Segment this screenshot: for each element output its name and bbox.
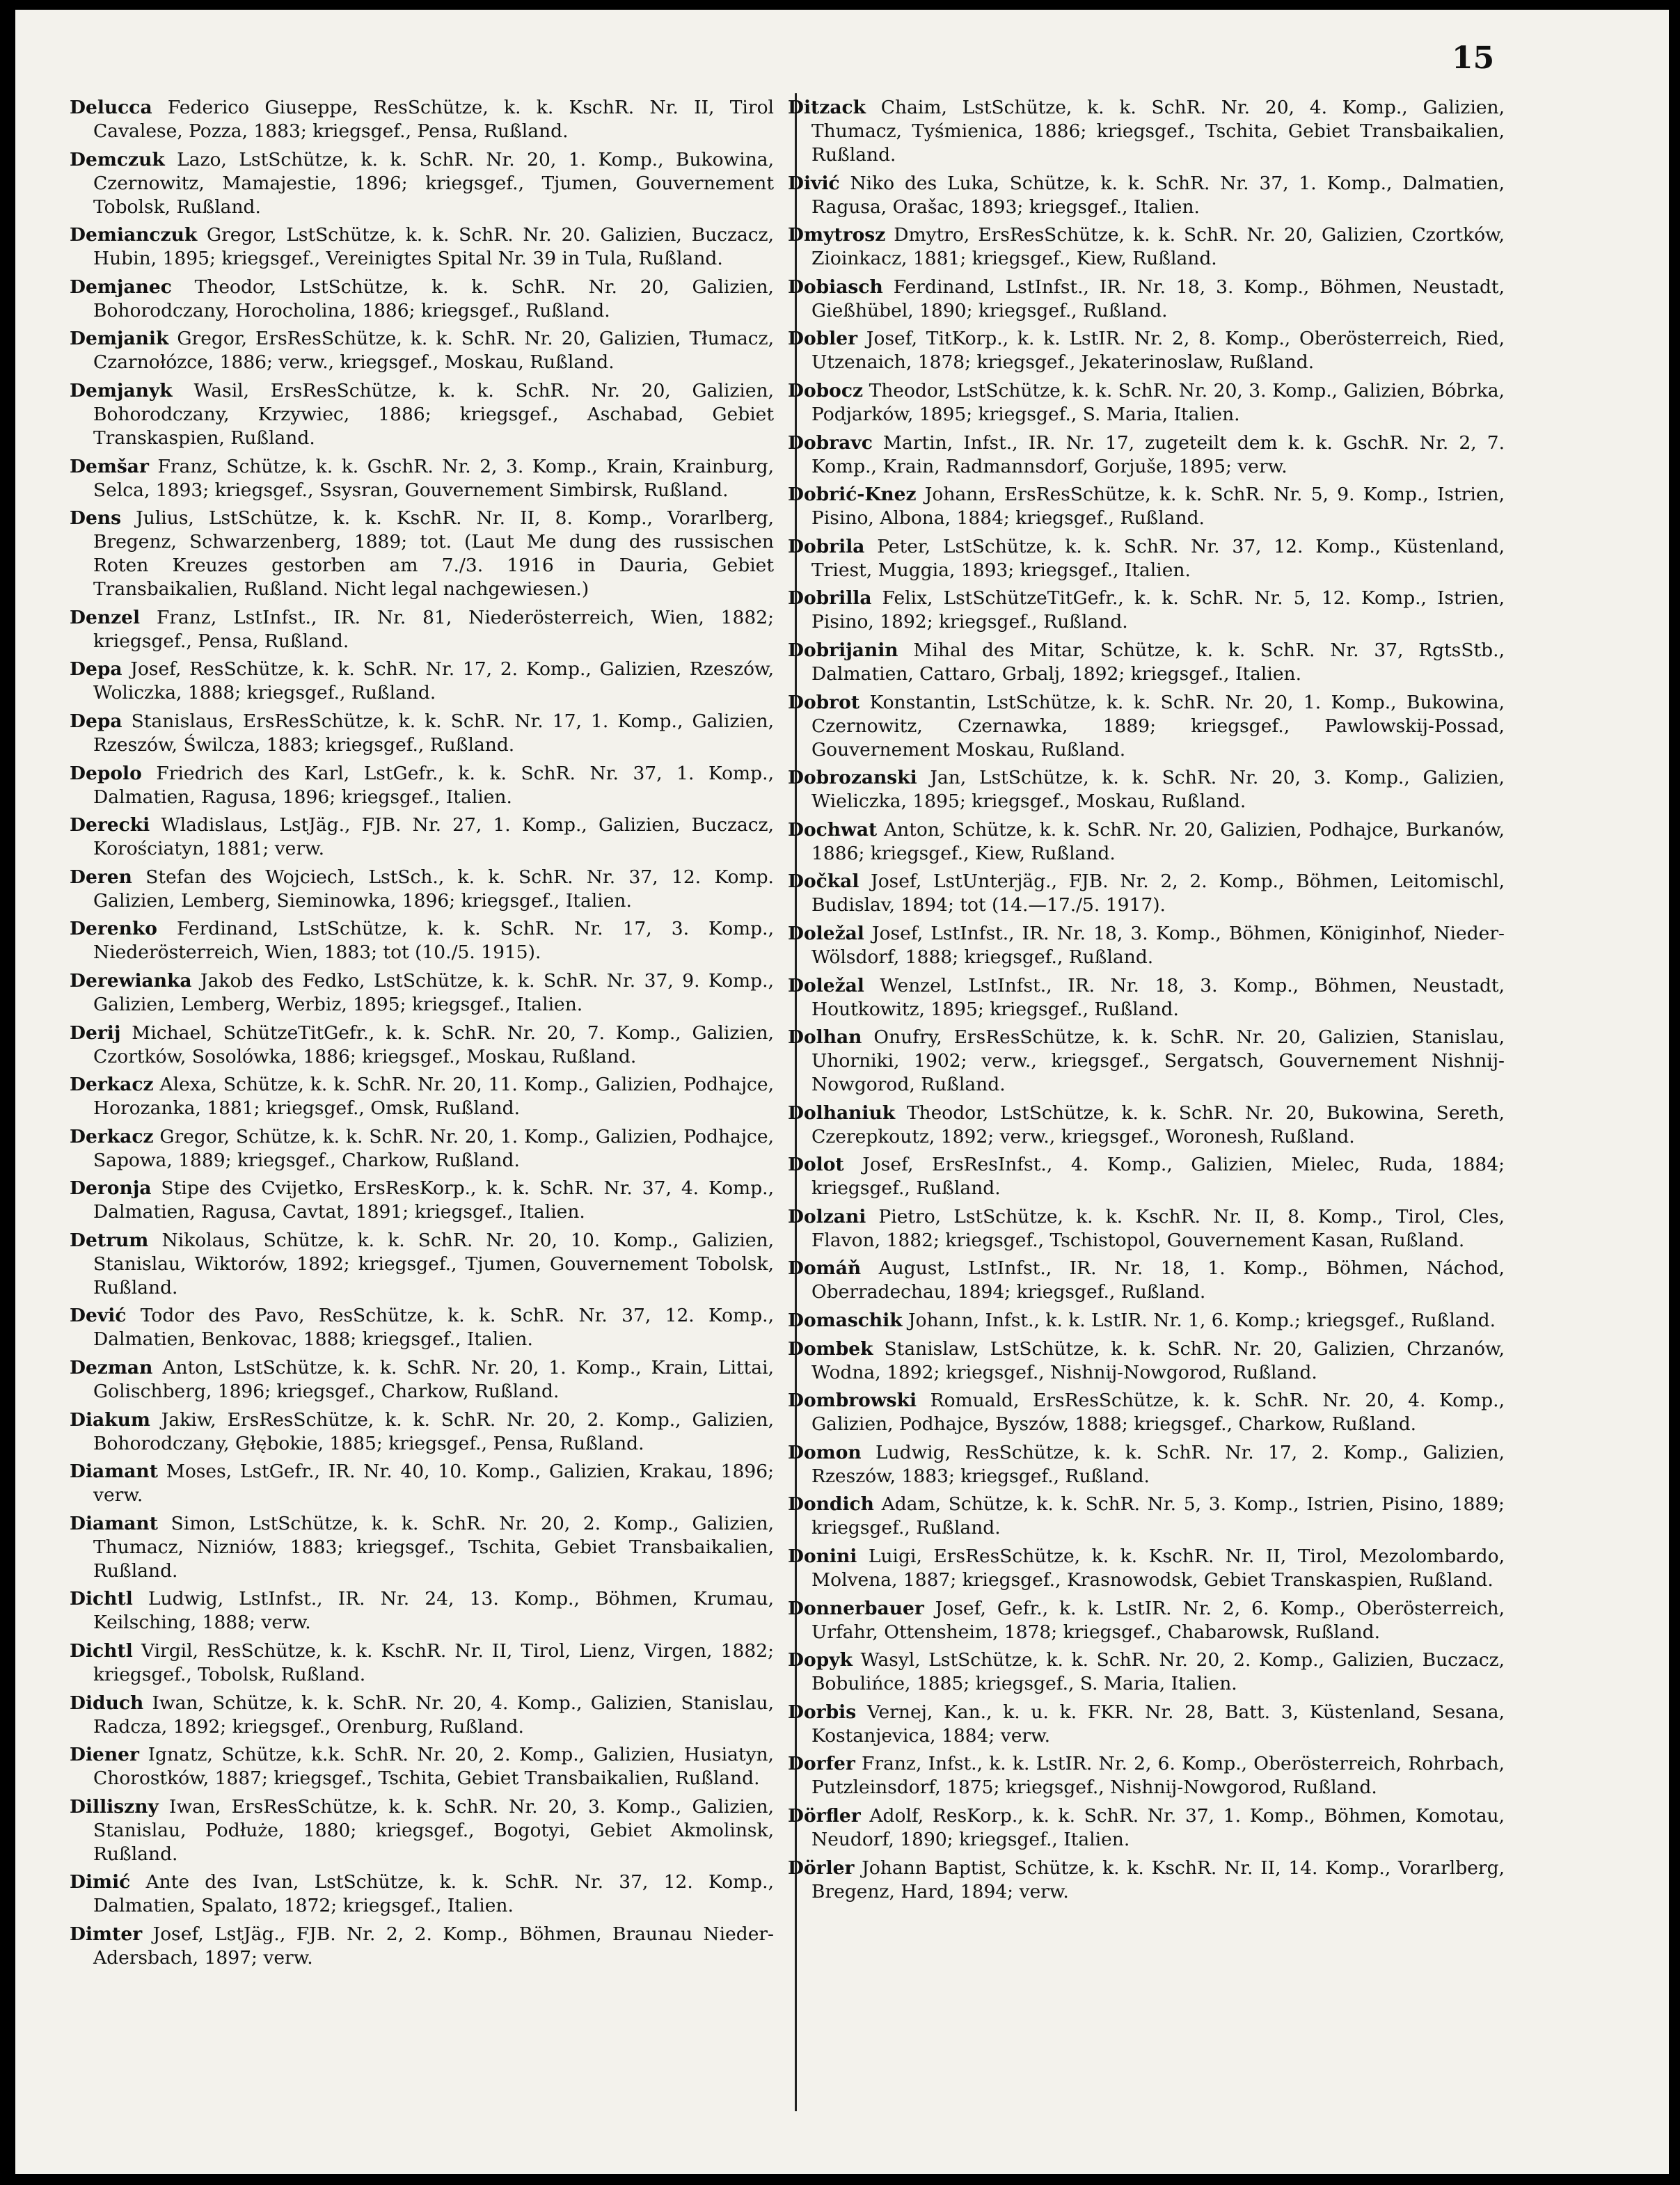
list-item xyxy=(788,172,1505,219)
entry-surname: Demjanyk xyxy=(70,379,173,402)
entry-surname: Demjanec xyxy=(70,276,172,298)
list-item xyxy=(788,1493,1505,1540)
list-item xyxy=(70,1743,774,1790)
entry-surname: Doležal xyxy=(788,974,864,996)
entry-details: Iwan, ErsResSchütze, k. k. SchR. Nr. 20, 3. Komp., Galizien, Stanislau, Podłuże, 1880; kriegsgef., Bogotyi, Gebiet Akmolinsk, Rußland. xyxy=(93,1795,774,1865)
list-item xyxy=(788,483,1505,530)
list-item xyxy=(788,1153,1505,1200)
entry-surname: Donini xyxy=(788,1546,857,1568)
list-item xyxy=(788,1441,1505,1488)
list-item xyxy=(70,1408,774,1456)
entry-surname: Dorbis xyxy=(788,1701,857,1723)
entry-details: Nikolaus, Schütze, k. k. SchR. Nr. 20, 10. Komp., Galizien, Stanislau, Wiktorów, 1892; kriegsgef., Tjumen, Gouvernement Tobolsk, Rußland. xyxy=(93,1229,774,1298)
entry-surname: Dörfler xyxy=(788,1805,861,1827)
list-item xyxy=(788,223,1505,271)
entry-surname: Derkacz xyxy=(70,1125,154,1147)
entry-details: Wenzel, LstInfst., IR. Nr. 18, 3. Komp., Böhmen, Neustadt, Houtkowitz, 1895; kriegsgef., Rußland. xyxy=(811,974,1505,1020)
entry-details: Pietro, LstSchütze, k. k. KschR. Nr. II, 8. Komp., Tirol, Cles, Flavon, 1882; kriegsgef., Tschistopol, Gouvernement Kasan, Rußland. xyxy=(811,1205,1505,1251)
list-item xyxy=(788,1597,1505,1644)
entry-details: Josef, ErsResInfst., 4. Komp., Galizien, Mielec, Ruda, 1884; kriegsgef., Rußland. xyxy=(811,1154,1505,1200)
list-item xyxy=(70,1587,774,1635)
entry-details: Gregor, Schütze, k. k. SchR. Nr. 20, 1. Komp., Galizien, Podhajce, Sapowa, 1889; kriegsgef., Charkow, Rußland. xyxy=(93,1125,774,1171)
list-item xyxy=(70,1460,774,1507)
list-item xyxy=(70,866,774,913)
entry-details: Johann, Infst., k. k. LstIR. Nr. 1, 6. Komp.; kriegsgef., Rußland. xyxy=(902,1310,1496,1332)
list-item xyxy=(788,1804,1505,1852)
entry-surname: Depolo xyxy=(70,762,142,784)
entry-details: Romuald, ErsResSchütze, k. k. SchR. Nr. 20, 4. Komp., Galizien, Podhajce, Byszów, 1888; kriegsgef., Charkow, Rußland. xyxy=(811,1390,1505,1436)
entry-details: Josef, LstInfst., IR. Nr. 18, 3. Komp., Böhmen, Königinhof, Nieder-Wölsdorf, 1888; kriegsgef., Rußland. xyxy=(811,922,1505,968)
entry-surname: Dezman xyxy=(70,1357,153,1379)
entry-surname: Depa xyxy=(70,710,122,732)
entry-surname: Demšar xyxy=(70,455,149,477)
entry-details: Virgil, ResSchütze, k. k. KschR. Nr. II, Tirol, Lienz, Virgen, 1882; kriegsgef., Tobolsk, Rußland. xyxy=(93,1640,774,1686)
entry-details: Konstantin, LstSchütze, k. k. SchR. Nr. 20, 1. Komp., Bukowina, Czernowitz, Czernawka, 1889; kriegsgef., Pawlowskij-Possad, Gouvernement Moskau, Rußland. xyxy=(811,691,1505,761)
entry-details: Stipe des Cvijetko, ErsResKorp., k. k. SchR. Nr. 37, 4. Komp., Dalmatien, Ragusa, Cavtat, 1891; kriegsgef., Italien. xyxy=(93,1177,774,1223)
entry-surname: Dolzani xyxy=(788,1205,866,1227)
entry-surname: Dorfer xyxy=(788,1753,855,1775)
entry-surname: Deren xyxy=(70,866,132,888)
entry-surname: Dobrot xyxy=(788,691,860,713)
list-item xyxy=(788,1389,1505,1436)
entry-details: August, LstInfst., IR. Nr. 18, 1. Komp., Böhmen, Náchod, Oberradechau, 1894; kriegsgef., Rußland. xyxy=(811,1257,1505,1303)
entry-details: Ludwig, ResSchütze, k. k. SchR. Nr. 17, 2. Komp., Galizien, Rzeszów, 1883; kriegsgef., Rußland. xyxy=(811,1441,1505,1487)
entry-surname: Dichtl xyxy=(70,1640,133,1662)
entry-surname: Dens xyxy=(70,507,122,530)
list-item xyxy=(70,379,774,450)
list-item xyxy=(70,223,774,271)
entry-details: Dmytro, ErsResSchütze, k. k. SchR. Nr. 20, Galizien, Czortków, Zioinkacz, 1881; kriegsgef., Kiew, Rußland. xyxy=(811,224,1505,270)
entry-surname: Dopyk xyxy=(788,1649,853,1671)
entry-surname: Divić xyxy=(788,172,840,194)
entry-details: Felix, LstSchützeTitGefr., k. k. SchR. Nr. 5, 12. Komp., Istrien, Pisino, 1892; kriegsgef., Rußland. xyxy=(811,587,1505,633)
entry-surname: Denzel xyxy=(70,606,141,628)
entry-details: Jan, LstSchütze, k. k. SchR. Nr. 20, 3. Komp., Galizien, Wieliczka, 1895; kriegsgef., Moskau, Rußland. xyxy=(811,767,1505,813)
entry-details: Ferdinand, LstSchütze, k. k. SchR. Nr. 17, 3. Komp., Niederösterreich, Wien, 1883; tot (10./5. 1915). xyxy=(93,918,774,964)
list-item xyxy=(788,818,1505,866)
entry-details: Lazo, LstSchütze, k. k. SchR. Nr. 20, 1. Komp., Bukowina, Czernowitz, Mamajestie, 1896; kriegsgef., Tjumen, Gouvernement Tobolsk, Rußland. xyxy=(93,148,774,218)
entry-details: Stanislaw, LstSchütze, k. k. SchR. Nr. 20, Galizien, Chrzanów, Wodna, 1892; kriegsgef., Nishnij-Nowgorod, Rußland. xyxy=(811,1337,1505,1383)
entry-surname: Derecki xyxy=(70,814,150,836)
entry-surname: Dmytrosz xyxy=(788,224,886,246)
entry-surname: Derewianka xyxy=(70,969,192,992)
list-item xyxy=(70,1177,774,1224)
entry-surname: Demjanik xyxy=(70,328,169,350)
entry-details: Ignatz, Schütze, k.k. SchR. Nr. 20, 2. Komp., Galizien, Husiatyn, Chorostków, 1887; kriegsgef., Tschita, Gebiet Transbaikalien, Rußland. xyxy=(93,1744,774,1790)
entry-surname: Delucca xyxy=(70,97,152,118)
entry-surname: Dobrila xyxy=(788,535,865,557)
entry-details: Theodor, LstSchütze, k. k. SchR. Nr. 20, 3. Komp., Galizien, Bóbrka, Podjarków, 1895; kriegsgef., S. Maria, Italien. xyxy=(811,379,1505,425)
entry-surname: Dobrijanin xyxy=(788,639,898,661)
list-item xyxy=(70,917,774,964)
list-item xyxy=(788,974,1505,1022)
entry-surname: Dombek xyxy=(788,1337,873,1360)
entry-surname: Deronja xyxy=(70,1177,152,1200)
entry-details: Vernej, Kan., k. u. k. FKR. Nr. 28, Batt. 3, Küstenland, Sesana, Kostanjevica, 1884; verw. xyxy=(811,1701,1505,1747)
list-item xyxy=(70,1870,774,1918)
page-number: 15 xyxy=(1452,40,1495,76)
entry-details: Anton, LstSchütze, k. k. SchR. Nr. 20, 1. Komp., Krain, Littai, Golischberg, 1896; kriegsgef., Charkow, Rußland. xyxy=(93,1357,774,1403)
entry-surname: Dević xyxy=(70,1305,127,1327)
entry-surname: Dondich xyxy=(788,1493,874,1516)
list-item xyxy=(70,1923,774,1970)
list-item xyxy=(70,1125,774,1173)
list-item xyxy=(70,1512,774,1583)
entry-surname: Dolot xyxy=(788,1154,844,1176)
list-item xyxy=(70,762,774,809)
entry-surname: Dobravc xyxy=(788,431,873,454)
list-item xyxy=(788,870,1505,917)
list-item xyxy=(788,1102,1505,1149)
list-item xyxy=(70,96,774,143)
entry-surname: Dimić xyxy=(70,1871,131,1893)
list-item xyxy=(788,1205,1505,1253)
entry-surname: Derkacz xyxy=(70,1074,154,1096)
entry-details: Iwan, Schütze, k. k. SchR. Nr. 20, 4. Komp., Galizien, Stanislau, Radcza, 1892; kriegsgef., Orenburg, Rußland. xyxy=(93,1692,774,1738)
entry-surname: Derenko xyxy=(70,918,157,940)
list-item xyxy=(70,507,774,601)
entry-surname: Demianczuk xyxy=(70,224,198,246)
list-item xyxy=(70,1022,774,1069)
right-column xyxy=(788,96,1505,1908)
list-item xyxy=(788,922,1505,969)
entry-details: Theodor, LstSchütze, k. k. SchR. Nr. 20, Galizien, Bohorodczany, Horocholina, 1886; kriegsgef., Rußland. xyxy=(93,276,774,321)
entry-surname: Donnerbauer xyxy=(788,1597,924,1619)
list-item xyxy=(788,1309,1505,1333)
list-item xyxy=(70,658,774,705)
entry-surname: Diamant xyxy=(70,1512,158,1534)
list-item xyxy=(70,1073,774,1120)
list-item xyxy=(788,1701,1505,1748)
list-item xyxy=(70,1304,774,1351)
list-item xyxy=(70,813,774,861)
entry-surname: Dochwat xyxy=(788,818,878,841)
entry-surname: Diener xyxy=(70,1744,139,1766)
entry-surname: Domaschik xyxy=(788,1310,903,1332)
entry-surname: Dobrozanski xyxy=(788,767,917,789)
list-item xyxy=(70,1356,774,1404)
list-item xyxy=(788,276,1505,323)
entry-details: Ferdinand, LstInfst., IR. Nr. 18, 3. Komp., Böhmen, Neustadt, Gießhübel, 1890; kriegsgef., Rußland. xyxy=(811,276,1505,321)
list-item xyxy=(788,691,1505,762)
list-item xyxy=(788,1026,1505,1097)
entry-surname: Ditzack xyxy=(788,97,866,118)
entry-details: Michael, SchützeTitGefr., k. k. SchR. Nr. 20, 7. Komp., Galizien, Czortków, Sosolówka, 1886; kriegsgef., Moskau, Rußland. xyxy=(93,1022,774,1067)
entry-surname: Dichtl xyxy=(70,1588,133,1610)
entry-details: Franz, Infst., k. k. LstIR. Nr. 2, 6. Komp., Oberösterreich, Rohrbach, Putzleinsdorf, 1875; kriegsgef., Nishnij-Nowgorod, Rußland. xyxy=(811,1753,1505,1799)
list-item xyxy=(70,455,774,502)
entry-surname: Dörler xyxy=(788,1857,855,1879)
entry-surname: Dolhan xyxy=(788,1026,862,1049)
list-item xyxy=(70,148,774,219)
list-item xyxy=(70,1795,774,1866)
entry-details: Stanislaus, ErsResSchütze, k. k. SchR. Nr. 17, 1. Komp., Galizien, Rzeszów, Świlcza, 1883; kriegsgef., Rußland. xyxy=(93,710,774,756)
list-item xyxy=(70,1229,774,1300)
entry-surname: Derij xyxy=(70,1022,121,1044)
entry-surname: Dočkal xyxy=(788,871,859,893)
entry-details: Wasil, ErsResSchütze, k. k. SchR. Nr. 20, Galizien, Bohorodczany, Krzywiec, 1886; kriegsgef., Aschabad, Gebiet Transkaspien, Rußland. xyxy=(93,379,774,449)
entry-details: Moses, LstGefr., IR. Nr. 40, 10. Komp., Galizien, Krakau, 1896; verw. xyxy=(93,1461,774,1507)
entry-details: Johann, ErsResSchütze, k. k. SchR. Nr. 5, 9. Komp., Istrien, Pisino, Albona, 1884; kriegsgef., Rußland. xyxy=(811,484,1505,530)
list-item xyxy=(70,1639,774,1687)
entry-details: Onufry, ErsResSchütze, k. k. SchR. Nr. 20, Galizien, Stanislau, Uhorniki, 1902; verw., kriegsgef., Sergatsch, Gouvernement Nishnij-Nowgorod, Rußland. xyxy=(811,1026,1505,1096)
entry-details: Simon, LstSchütze, k. k. SchR. Nr. 20, 2. Komp., Galizien, Thumacz, Nizniów, 1883; kriegsgef., Tschita, Gebiet Transbaikalien, Rußland. xyxy=(93,1512,774,1582)
entry-details: Josef, TitKorp., k. k. LstIR. Nr. 2, 8. Komp., Oberösterreich, Ried, Utzenaich, 1878; kriegsgef., Jekaterinoslaw, Rußland. xyxy=(811,328,1505,374)
list-item xyxy=(70,327,774,374)
list-item xyxy=(70,1692,774,1739)
entry-details: Niko des Luka, Schütze, k. k. SchR. Nr. 37, 1. Komp., Dalmatien, Ragusa, Orašac, 1893; kriegsgef., Italien. xyxy=(811,172,1505,218)
entry-details: Jakob des Fedko, LstSchütze, k. k. SchR. Nr. 37, 9. Komp., Galizien, Lemberg, Werbiz, 1895; kriegsgef., Italien. xyxy=(93,969,774,1015)
list-item xyxy=(788,1337,1505,1385)
list-item xyxy=(788,535,1505,582)
entry-details: Peter, LstSchütze, k. k. SchR. Nr. 37, 12. Komp., Küstenland, Triest, Muggia, 1893; kriegsgef., Italien. xyxy=(811,535,1505,581)
entry-details: Josef, Gefr., k. k. LstIR. Nr. 2, 6. Komp., Oberösterreich, Urfahr, Ottensheim, 1878; kriegsgef., Chabarowsk, Rußland. xyxy=(811,1597,1505,1643)
entry-surname: Doležal xyxy=(788,922,864,944)
entry-surname: Diduch xyxy=(70,1692,144,1714)
entry-surname: Dobocz xyxy=(788,379,864,402)
entry-surname: Dolhaniuk xyxy=(788,1102,896,1124)
entry-surname: Diakum xyxy=(70,1408,150,1431)
entry-details: Josef, LstJäg., FJB. Nr. 2, 2. Komp., Böhmen, Braunau Nieder-Adersbach, 1897; verw. xyxy=(93,1923,774,1969)
list-item xyxy=(788,1648,1505,1696)
entry-details: Alexa, Schütze, k. k. SchR. Nr. 20, 11. Komp., Galizien, Podhajce, Horozanka, 1881; kriegsgef., Omsk, Rußland. xyxy=(93,1074,774,1120)
entry-details: Friedrich des Karl, LstGefr., k. k. SchR. Nr. 37, 1. Komp., Dalmatien, Ragusa, 1896; kriegsgef., Italien. xyxy=(93,762,774,808)
list-item xyxy=(788,379,1505,427)
list-item xyxy=(788,587,1505,634)
entry-surname: Dobler xyxy=(788,328,858,350)
entry-surname: Dilliszny xyxy=(70,1795,159,1818)
entry-details: Federico Giuseppe, ResSchütze, k. k. KschR. Nr. II, Tirol Cavalese, Pozza, 1883; kriegsgef., Pensa, Rußland. xyxy=(93,97,774,142)
entry-surname: Dobrić-Knez xyxy=(788,484,917,506)
entry-details: Franz, Schütze, k. k. GschR. Nr. 2, 3. Komp., Krain, Krainburg, Selca, 1893; kriegsgef., Ssysran, Gouvernement Simbirsk, Rußland. xyxy=(93,455,774,501)
list-item xyxy=(788,327,1505,374)
entry-surname: Detrum xyxy=(70,1229,149,1251)
entry-details: Gregor, ErsResSchütze, k. k. SchR. Nr. 20, Galizien, Tłumacz, Czarnołózce, 1886; verw., kriegsgef., Moskau, Rußland. xyxy=(93,328,774,374)
entry-details: Adolf, ResKorp., k. k. SchR. Nr. 37, 1. Komp., Böhmen, Komotau, Neudorf, 1890; kriegsgef., Italien. xyxy=(811,1805,1505,1850)
entry-details: Julius, LstSchütze, k. k. KschR. Nr. II, 8. Komp., Vorarlberg, Bregenz, Schwarzenberg, 1889; tot. (Laut Me dung des russischen Roten Kreuzes gestorben am 7./3. 1916 in Dauria, Gebiet Transbaikalien, Rußland. Nicht legal nachgewiesen.) xyxy=(93,507,774,601)
entry-surname: Dombrowski xyxy=(788,1390,917,1412)
entry-details: Gregor, LstSchütze, k. k. SchR. Nr. 20. Galizien, Buczacz, Hubin, 1895; kriegsgef., Vereinigtes Spital Nr. 39 in Tula, Rußland. xyxy=(93,224,774,270)
entry-details: Todor des Pavo, ResSchütze, k. k. SchR. Nr. 37, 12. Komp., Dalmatien, Benkovac, 1888; kriegsgef., Italien. xyxy=(93,1305,774,1351)
entry-details: Jakiw, ErsResSchütze, k. k. SchR. Nr. 20, 2. Komp., Galizien, Bohorodczany, Głębokie, 1885; kriegsgef., Pensa, Rußland. xyxy=(93,1408,774,1454)
list-item xyxy=(70,276,774,323)
entry-details: Wasyl, LstSchütze, k. k. SchR. Nr. 20, 2. Komp., Galizien, Buczacz, Bobulińce, 1885; kriegsgef., S. Maria, Italien. xyxy=(811,1649,1505,1695)
list-item xyxy=(788,1857,1505,1904)
list-item xyxy=(788,766,1505,813)
list-item xyxy=(788,96,1505,167)
list-item xyxy=(70,969,774,1017)
entry-surname: Diamant xyxy=(70,1461,158,1483)
entry-details: Ludwig, LstInfst., IR. Nr. 24, 13. Komp., Böhmen, Krumau, Keilsching, 1888; verw. xyxy=(93,1588,774,1634)
entry-details: Franz, LstInfst., IR. Nr. 81, Niederösterreich, Wien, 1882; kriegsgef., Pensa, Rußland. xyxy=(93,606,774,652)
entry-details: Anton, Schütze, k. k. SchR. Nr. 20, Galizien, Podhajce, Burkanów, 1886; kriegsgef., Kiew, Rußland. xyxy=(811,818,1505,864)
entry-details: Ante des Ivan, LstSchütze, k. k. SchR. Nr. 37, 12. Komp., Dalmatien, Spalato, 1872; kriegsgef., Italien. xyxy=(93,1871,774,1917)
entry-surname: Domáň xyxy=(788,1257,862,1280)
list-item xyxy=(70,710,774,757)
document-page xyxy=(15,10,1669,2174)
entry-surname: Domon xyxy=(788,1441,862,1463)
entry-details: Wladislaus, LstJäg., FJB. Nr. 27, 1. Komp., Galizien, Buczacz, Korościatyn, 1881; verw. xyxy=(93,814,774,860)
entry-details: Chaim, LstSchütze, k. k. SchR. Nr. 20, 4. Komp., Galizien, Thumacz, Tyśmienica, 1886; kriegsgef., Tschita, Gebiet Transbaikalien, Rußland. xyxy=(811,97,1505,166)
entry-details: Luigi, ErsResSchütze, k. k. KschR. Nr. II, Tirol, Mezolombardo, Molvena, 1887; kriegsgef., Krasnowodsk, Gebiet Transkaspien, Rußland. xyxy=(811,1546,1505,1591)
entry-surname: Depa xyxy=(70,658,122,681)
entry-details: Adam, Schütze, k. k. SchR. Nr. 5, 3. Komp., Istrien, Pisino, 1889; kriegsgef., Rußland. xyxy=(811,1493,1505,1539)
entry-details: Josef, LstUnterjäg., FJB. Nr. 2, 2. Komp., Böhmen, Leitomischl, Budislav, 1894; tot (14.—17./5. 1917). xyxy=(811,871,1505,916)
left-column xyxy=(70,96,774,1975)
list-item xyxy=(788,1545,1505,1592)
list-item xyxy=(788,1257,1505,1304)
list-item xyxy=(788,1752,1505,1799)
list-item xyxy=(70,606,774,653)
entry-details: Johann Baptist, Schütze, k. k. KschR. Nr. II, 14. Komp., Vorarlberg, Bregenz, Hard, 1894; verw. xyxy=(811,1857,1505,1902)
entry-surname: Dobiasch xyxy=(788,276,883,298)
entry-details: Theodor, LstSchütze, k. k. SchR. Nr. 20, Bukowina, Sereth, Czerepkoutz, 1892; verw., kriegsgef., Woronesh, Rußland. xyxy=(811,1102,1505,1147)
entry-surname: Dimter xyxy=(70,1923,143,1945)
entry-details: Stefan des Wojciech, LstSch., k. k. SchR. Nr. 37, 12. Komp. Galizien, Lemberg, Sieminowka, 1896; kriegsgef., Italien. xyxy=(93,866,774,912)
entry-details: Josef, ResSchütze, k. k. SchR. Nr. 17, 2. Komp., Galizien, Rzeszów, Woliczka, 1888; kriegsgef., Rußland. xyxy=(93,658,774,704)
entry-surname: Demczuk xyxy=(70,148,165,170)
entry-details: Mihal des Mitar, Schütze, k. k. SchR. Nr. 37, RgtsStb., Dalmatien, Cattaro, Grbalj, 1892; kriegsgef., Italien. xyxy=(811,639,1505,685)
list-item xyxy=(788,639,1505,686)
entry-surname: Dobrilla xyxy=(788,587,872,610)
list-item xyxy=(788,431,1505,479)
entry-details: Martin, Infst., IR. Nr. 17, zugeteilt dem k. k. GschR. Nr. 2, 7. Komp., Krain, Radmannsdorf, Gorjuše, 1895; verw. xyxy=(811,431,1505,477)
